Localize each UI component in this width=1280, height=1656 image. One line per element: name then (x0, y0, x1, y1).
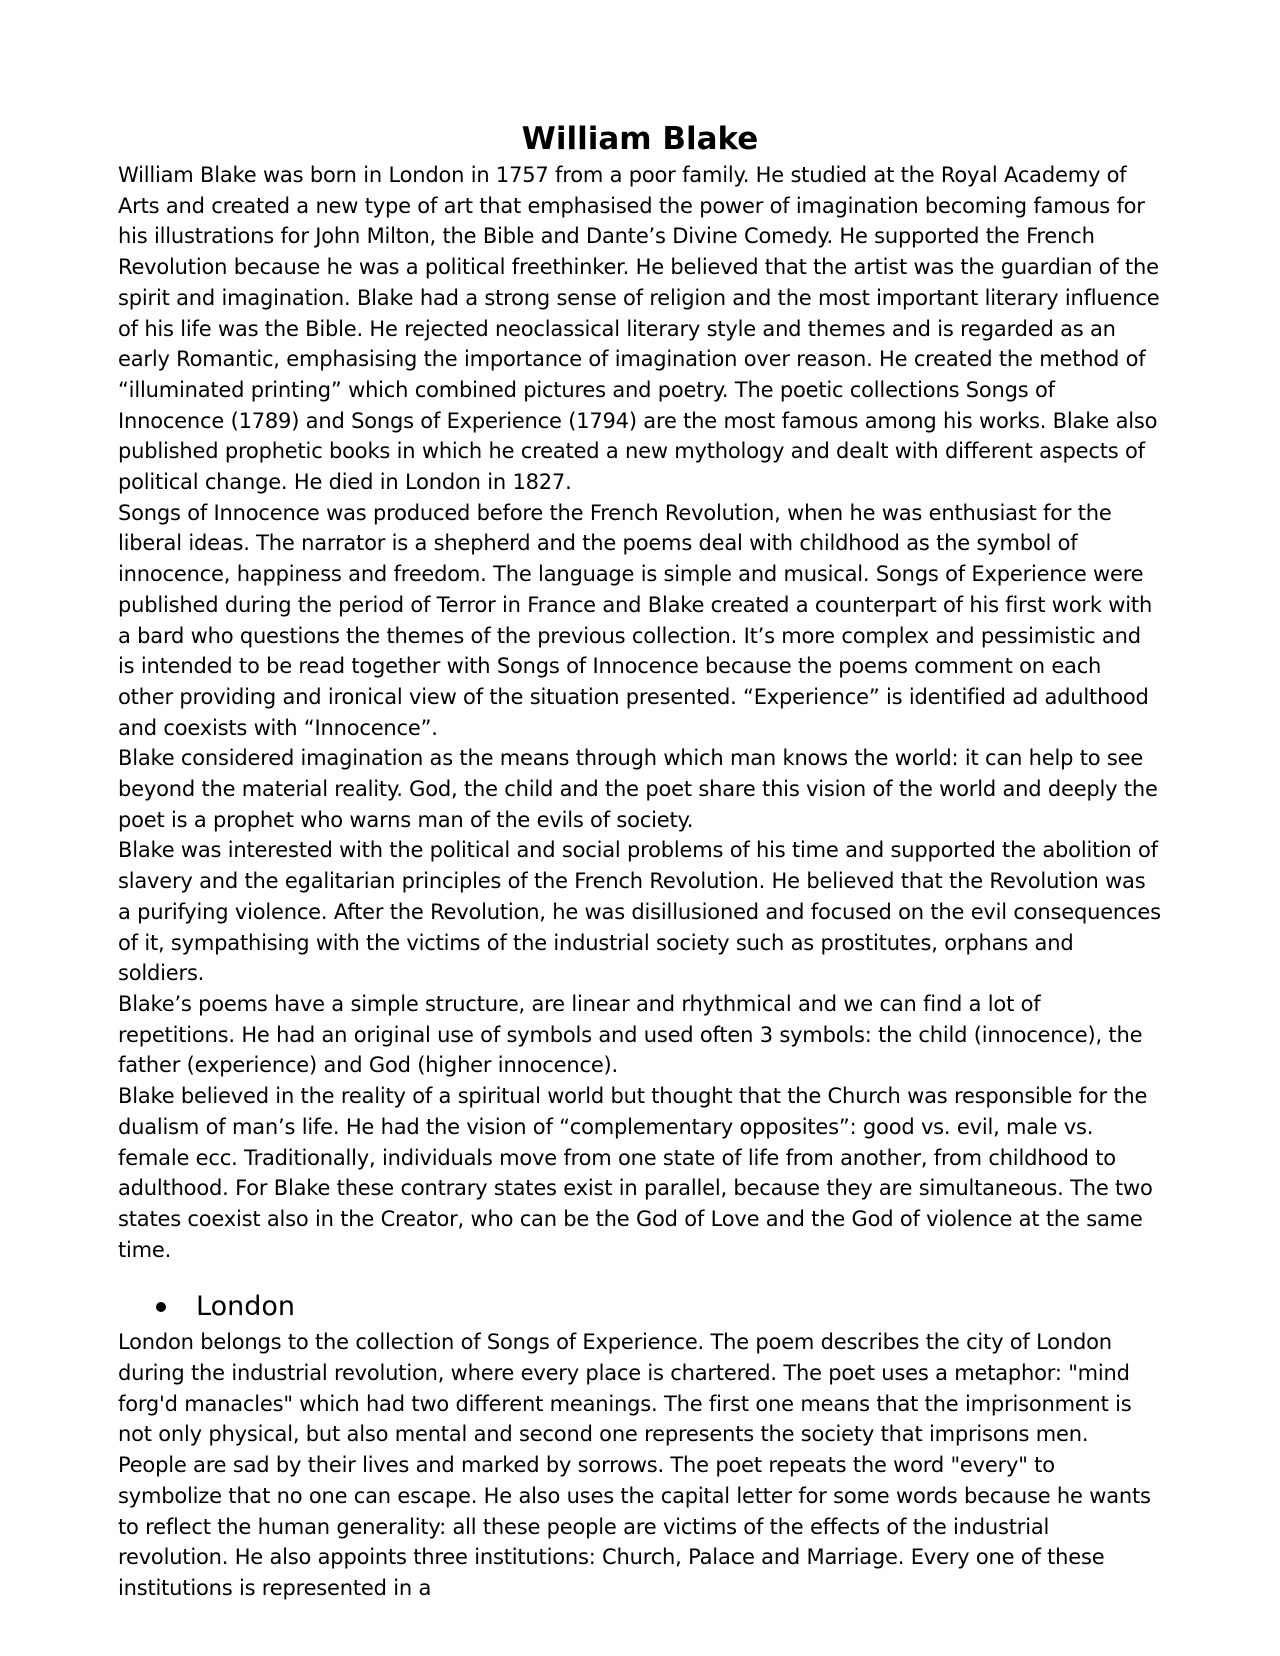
bullet-icon (156, 1302, 166, 1312)
document-title: William Blake (521, 121, 759, 157)
paragraph-songs-of-innocence: Songs of Innocence was produced before the French Revolution, when he was enthusiast for the liberal ideas. The narrator is a shepherd and the poems deal with childhood as the symbol of innocence, happiness and freedom. The language is simple and musical. Songs of Experience were published during the period of Terror in France and Blake created a counterpart of his first work with a bard who questions the themes of the previous collection. It’s more complex and pessimistic and is intended to be read together with Songs of Innocence because the poems comment on each other providing and ironical view of the situation presented. “Experience” is identified ad adulthood and coexists with “Innocence”. (118, 500, 1153, 740)
paragraph-london: London belongs to the collection of Songs of Experience. The poem describes the city of London during the industrial revolution, where every place is chartered. The poet uses a metaphor: "mind forg'd manacles" which had two different meanings. The first one means that the imprisonment is not only physical, but also mental and second one represents the society that imprisons men. People are sad by their lives and marked by sorrows. The poet repeats the word "every" to symbolize that no one can escape. He also uses the capital letter for some words because he wants to reflect the human generality: all these people are victims of the effects of the industrial revolution. He also appoints three institutions: Church, Palace and Marriage. Every one of these institutions is represented in a (118, 1330, 1151, 1600)
section-heading-london (118, 1287, 1162, 1327)
section-heading-text: London (196, 1291, 295, 1323)
paragraph-imagination: Blake considered imagination as the means through which man knows the world: it can help to see beyond the material reality. God, the child and the poet share this vision of the world and deeply the poet is a prophet who warns man of the evils of society. (118, 746, 1158, 832)
paragraph-poem-structure: Blake’s poems have a simple structure, are linear and rhythmical and we can find a lot of repetitions. He had an original use of symbols and used often 3 symbols: the child (innocence), the father (experience) and God (higher innocence). (118, 991, 1143, 1078)
paragraph-biography: William Blake was born in London in 1757 from a poor family. He studied at the Royal Academy of Arts and created a new type of art that emphasised the power of imagination becoming famous for his illustrations for John Milton, the Bible and Dante’s Divine Comedy. He supported the French Revolution because he was a political freethinker. He believed that the artist was the guardian of the spirit and imagination. Blake had a strong sense of religion and the most important literary influence of his life was the Bible. He rejected neoclassical literary style and themes and is regarded as an early Romantic, emphasising the importance of imagination over reason. He created the method of “illuminated printing” which combined pictures and poetry. The poetic collections Songs of Innocence (1789) and Songs of Experience (1794) are the most famous among his works. Blake also published prophetic books in which he created a new mythology and dealt with different aspects of political change. He died in London in 1827. (118, 163, 1160, 495)
paragraph-complementary-opposites: Blake believed in the reality of a spiritual world but thought that the Church was responsible for the dualism of man’s life. He had the vision of “complementary opposites”: good vs. evil, male vs. female ecc. Traditionally, individuals move from one state of life from another, from childhood to adulthood. For Blake these contrary states exist in parallel, because they are simultaneous. The two states coexist also in the Creator, who can be the God of Love and the God of violence at the same time. (118, 1084, 1153, 1262)
paragraph-political-views: Blake was interested with the political and social problems of his time and supported the abolition of slavery and the egalitarian principles of the French Revolution. He believed that the Revolution was a purifying violence. After the Revolution, he was disillusioned and focused on the evil consequences of it, sympathising with the victims of the industrial society such as prostitutes, orphans and soldiers. (118, 838, 1161, 986)
document-body (118, 118, 1162, 1604)
